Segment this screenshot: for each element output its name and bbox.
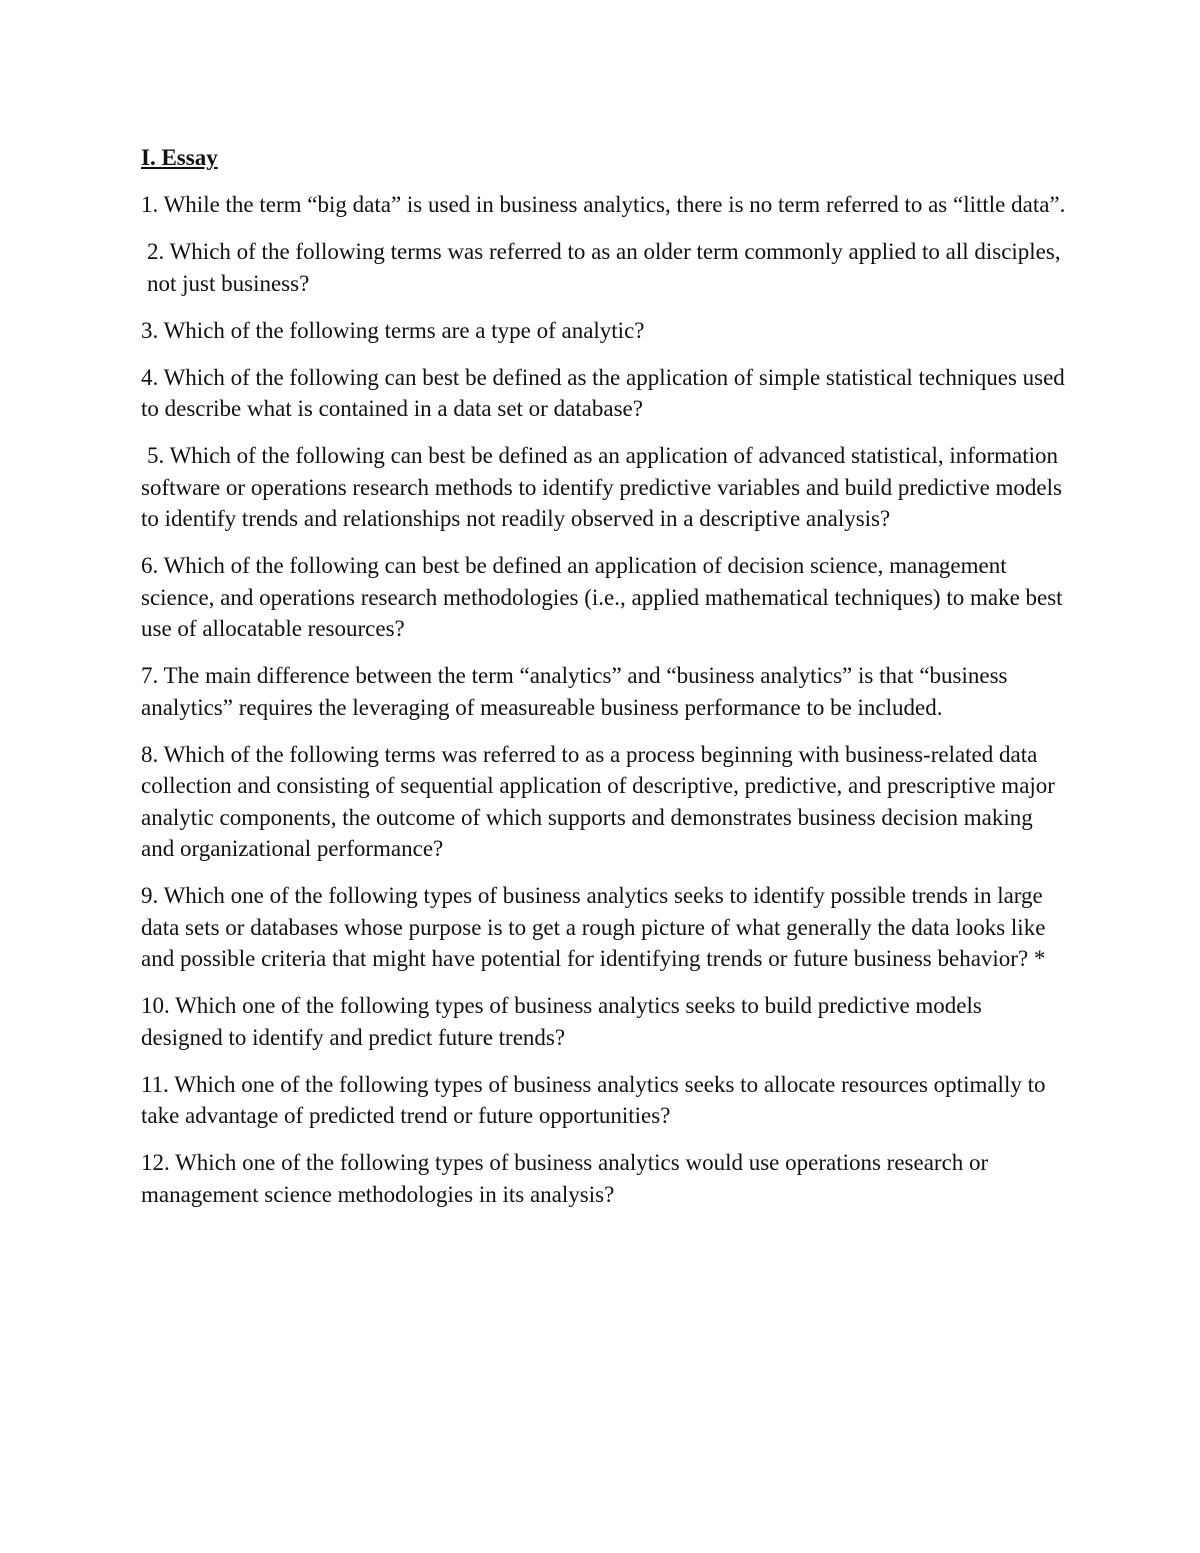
question-text: Which one of the following types of business analytics would use operations research or management science methodologies in its analysis? [141, 1150, 989, 1207]
question-3 [141, 315, 1066, 347]
question-text: Which one of the following types of business analytics seeks to identify possible trends in large data sets or databases whose purpose is to get a rough picture of what generally the data looks like and possible criteria that might have potential for identifying trends or future business behavior? * [141, 883, 1046, 971]
question-number: 3. [141, 317, 159, 343]
question-11 [141, 1069, 1066, 1132]
question-text: Which of the following terms was referred to as an older term commonly applied to all disciples, not just business? [147, 239, 1061, 296]
question-text: Which of the following can best be defined an application of decision science, management science, and operations research methodologies (i.e., applied mathematical techniques) to make best use of allocatable resources? [141, 553, 1063, 641]
question-text: Which of the following can best be defined as an application of advanced statistical, information software or operations research methods to identify predictive variables and build predictive models to identify trends and relationships not readily observed in a descriptive analysis? [141, 443, 1062, 531]
question-number: 7. [141, 663, 159, 688]
question-number: 10. [141, 993, 170, 1018]
question-number: 8. [141, 741, 159, 767]
question-number: 9. [141, 883, 159, 908]
question-text: Which one of the following types of business analytics seeks to build predictive models designed to identify and predict future trends? [141, 993, 982, 1050]
question-number: 2. [147, 239, 165, 264]
question-12 [141, 1147, 1066, 1210]
question-1 [141, 189, 1066, 221]
question-number: 12. [141, 1150, 170, 1175]
question-text: Which one of the following types of business analytics seeks to allocate resources optimally to take advantage of predicted trend or future opportunities? [141, 1071, 1046, 1128]
question-text: The main difference between the term “analytics” and “business analytics” is that “business analytics” requires the leveraging of measureable business performance to be included. [141, 663, 1008, 720]
question-number: 1. [141, 192, 159, 217]
question-number: 5. [147, 443, 165, 468]
question-text: While the term “big data” is used in business analytics, there is no term referred to as “little data”. [163, 192, 1066, 217]
question-2 [141, 236, 1066, 299]
question-number: 6. [141, 553, 159, 578]
document-body [141, 142, 1066, 1226]
question-9 [141, 880, 1066, 975]
question-6 [141, 550, 1066, 645]
question-number: 11. [141, 1071, 169, 1097]
question-text: Which of the following terms was referred to as a process beginning with business-related data collection and consisting of sequential application of descriptive, predictive, and prescriptive major analytic components, the outcome of which supports and demonstrates business decision making and organizational performance? [141, 741, 1055, 861]
question-4 [141, 362, 1066, 425]
question-10 [141, 990, 1066, 1053]
question-8 [141, 739, 1066, 865]
question-number: 4. [141, 364, 159, 390]
question-7 [141, 660, 1066, 723]
question-text: Which of the following can best be defined as the application of simple statistical techniques used to describe what is contained in a data set or database? [141, 364, 1065, 421]
question-text: Which of the following terms are a type of analytic? [163, 317, 645, 343]
section-heading: I. Essay [141, 145, 218, 170]
question-5 [141, 440, 1066, 535]
